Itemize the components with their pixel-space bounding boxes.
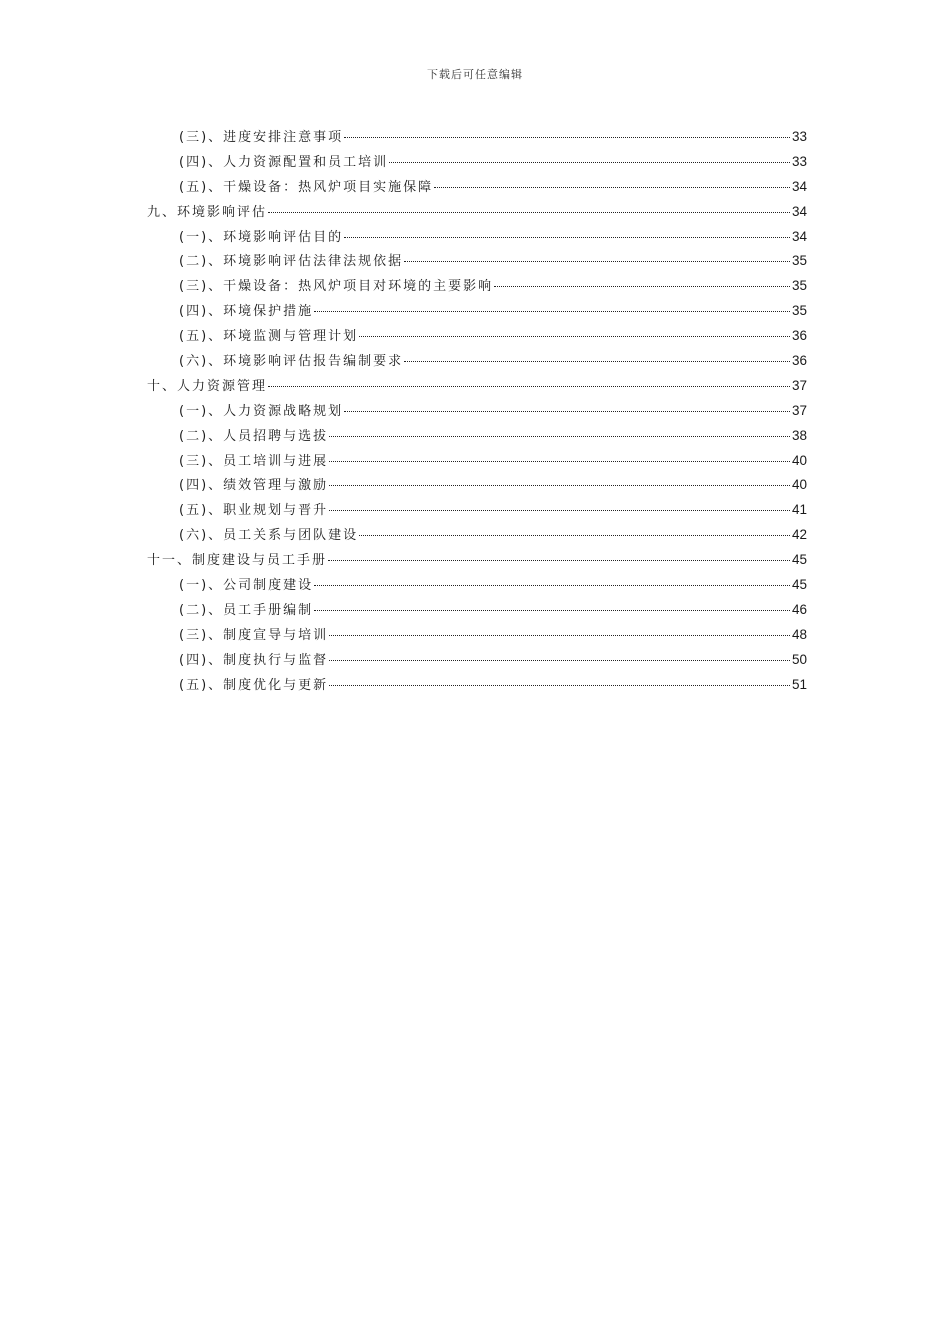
toc-entry-title: (四)、环境保护措施 [179,304,314,320]
toc-dot-leader [329,510,790,511]
toc-page-number: 37 [791,402,807,418]
toc-page-number: 36 [791,328,807,344]
toc-dot-leader [344,411,790,412]
toc-page-number: 40 [791,452,807,468]
toc-dot-leader [329,436,790,437]
toc-dot-leader [314,585,790,586]
toc-entry[interactable] [147,274,807,299]
toc-entry[interactable] [147,200,807,225]
toc-dot-leader [494,286,790,287]
toc-page-number: 33 [791,153,807,169]
toc-dot-leader [389,162,790,163]
toc-page-number: 42 [791,527,807,543]
toc-entry[interactable] [147,324,807,349]
toc-page-number: 45 [791,552,807,568]
toc-entry[interactable] [147,498,807,523]
table-of-contents [147,125,807,697]
page-header: 下载后可任意编辑 [427,68,523,81]
toc-entry-title: (一)、环境影响评估目的 [179,229,344,245]
toc-entry-title: (三)、员工培训与进展 [179,453,329,469]
toc-dot-leader [434,187,790,188]
toc-page-number: 36 [791,353,807,369]
toc-page-number: 34 [791,203,807,219]
toc-entry[interactable] [147,125,807,150]
toc-page-number: 40 [791,477,807,493]
toc-entry-title: (三)、进度安排注意事项 [179,130,344,145]
toc-entry-title: (一)、人力资源战略规划 [179,403,344,419]
toc-entry[interactable] [147,473,807,498]
toc-entry[interactable] [147,150,807,175]
toc-dot-leader [344,237,790,238]
toc-dot-leader [328,560,790,561]
toc-entry[interactable] [147,299,807,324]
toc-dot-leader [404,261,790,262]
toc-dot-leader [268,386,790,387]
toc-entry[interactable] [147,548,807,573]
toc-entry[interactable] [147,225,807,250]
toc-entry-title: (二)、环境影响评估法律法规依据 [179,254,404,270]
toc-entry[interactable] [147,449,807,474]
toc-dot-leader [329,635,790,636]
toc-entry-title: (五)、环境监测与管理计划 [179,329,359,345]
toc-dot-leader [268,212,790,213]
toc-dot-leader [329,660,790,661]
toc-entry-title: (五)、制度优化与更新 [179,677,329,693]
toc-entry-title: (三)、干燥设备：热风炉项目对环境的主要影响 [179,279,494,295]
toc-dot-leader [329,685,790,686]
toc-page-number: 35 [791,278,807,294]
toc-entry-title: (二)、人员招聘与选拔 [179,428,329,444]
toc-page-number: 35 [791,253,807,269]
toc-page-number: 45 [791,577,807,593]
toc-entry[interactable] [147,648,807,673]
toc-page-number: 50 [791,651,807,667]
toc-page-number: 35 [791,303,807,319]
toc-entry-title: 十一、制度建设与员工手册 [147,553,328,569]
toc-entry[interactable] [147,623,807,648]
toc-page-number: 38 [791,427,807,443]
toc-page-number: 34 [791,178,807,194]
toc-entry[interactable] [147,523,807,548]
toc-page-number: 46 [791,601,807,617]
toc-entry[interactable] [147,249,807,274]
toc-entry-title: (六)、员工关系与团队建设 [179,528,359,544]
toc-entry[interactable] [147,399,807,424]
toc-entry-title: (二)、员工手册编制 [179,602,314,618]
toc-entry[interactable] [147,374,807,399]
toc-entry[interactable] [147,598,807,623]
toc-page-number: 48 [791,626,807,642]
toc-dot-leader [404,361,790,362]
toc-entry-title: (一)、公司制度建设 [179,578,314,594]
toc-entry[interactable] [147,424,807,449]
toc-entry-title: (五)、干燥设备：热风炉项目实施保障 [179,179,434,195]
toc-dot-leader [359,336,790,337]
toc-entry-title: (三)、制度宣导与培训 [179,627,329,643]
toc-page-number: 37 [791,377,807,393]
toc-page-number: 34 [791,228,807,244]
toc-dot-leader [329,461,790,462]
toc-entry[interactable] [147,573,807,598]
toc-dot-leader [314,610,790,611]
toc-page-number: 33 [791,129,807,144]
toc-entry-title: (四)、人力资源配置和员工培训 [179,154,389,170]
toc-dot-leader [344,137,790,138]
toc-entry-title: (四)、绩效管理与激励 [179,478,329,494]
toc-entry-title: (五)、职业规划与晋升 [179,503,329,519]
toc-dot-leader [359,535,790,536]
toc-dot-leader [329,485,790,486]
toc-entry-title: (四)、制度执行与监督 [179,652,329,668]
toc-entry-title: (六)、环境影响评估报告编制要求 [179,354,404,370]
toc-entry[interactable] [147,175,807,200]
toc-entry-title: 十、人力资源管理 [147,378,268,394]
toc-entry[interactable] [147,349,807,374]
toc-page-number: 41 [791,502,807,518]
toc-entry[interactable] [147,673,807,698]
toc-dot-leader [314,311,790,312]
toc-entry-title: 九、环境影响评估 [147,204,268,220]
toc-page-number: 51 [791,676,807,692]
